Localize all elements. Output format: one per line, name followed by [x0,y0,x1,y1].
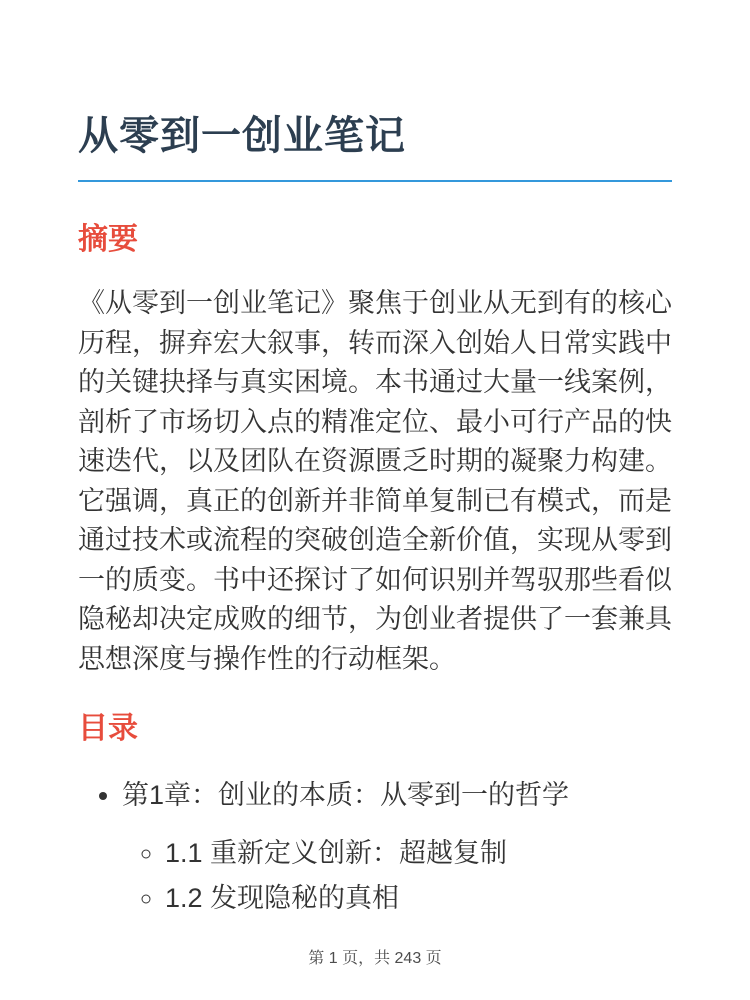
toc-section-label: 1.1 重新定义创新：超越复制 [165,838,508,868]
toc-section-label: 1.2 发现隐秘的真相 [165,883,400,913]
toc-chapter-item [122,775,672,918]
toc-heading: 目录 [78,712,138,745]
toc-subsection-list [122,833,672,918]
title-divider [78,180,672,182]
toc-section-item [165,833,672,873]
toc-list [78,775,672,918]
document-title: 从零到一创业笔记 [78,114,406,158]
toc-section-item [165,878,672,918]
abstract-heading: 摘要 [78,223,138,256]
abstract-paragraph: 《从零到一创业笔记》聚焦于创业从无到有的核心历程，摒弃宏大叙事，转而深入创始人日常实践中的关键抉择与真实困境。本书通过大量一线案例，剖析了市场切入点的精准定位、最小可行产品的快速迭代，以及团队在资源匮乏时期的凝聚力构建。它强调，真正的创新并非简单复制已有模式，而是通过技术或流程的突破创造全新价值，实现从零到一的质变。书中还探讨了如何识别并驾驭那些看似隐秘却决定成败的细节，为创业者提供了一套兼具思想深度与操作性的行动框架。 [78,288,672,674]
toc-chapter-label: 第1章：创业的本质：从零到一的哲学 [122,780,570,810]
page-number-indicator: 第 1 页，共 243 页 [308,950,442,967]
